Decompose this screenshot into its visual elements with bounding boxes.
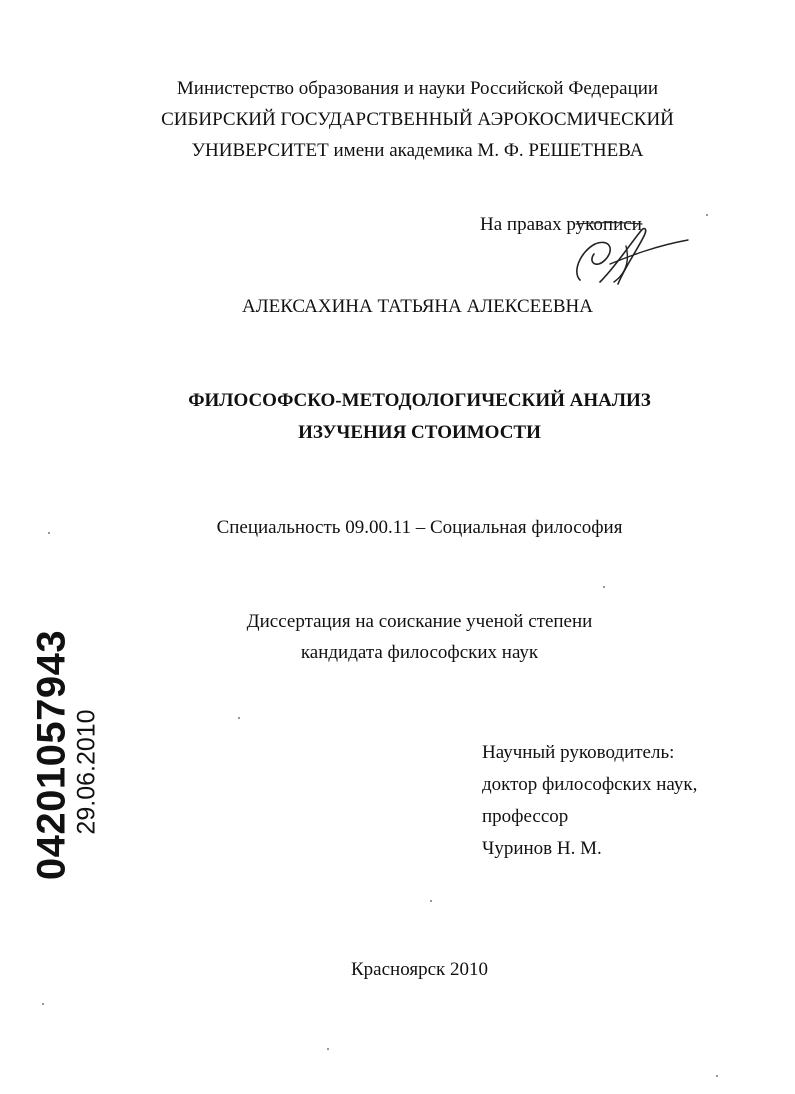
supervisor-degree: доктор философских наук, <box>482 774 698 795</box>
scan-speck <box>238 717 240 719</box>
supervisor-block <box>482 737 697 865</box>
scan-speck <box>42 1003 44 1005</box>
supervisor-rank: профессор <box>482 806 569 827</box>
degree-statement-line2: кандидата философских наук <box>300 642 539 663</box>
specialty: Специальность 09.00.11 – Социальная философия <box>216 517 623 538</box>
author-name: АЛЕКСАХИНА ТАТЬЯНА АЛЕКСЕЕВНА <box>242 296 593 317</box>
city-year: Красноярск 2010 <box>351 959 488 980</box>
university-name-line2: УНИВЕРСИТЕТ имени академика М. Ф. РЕШЕТНЕВА <box>191 140 644 161</box>
university-name-line1: СИБИРСКИЙ ГОСУДАРСТВЕННЫЙ АЭРОКОСМИЧЕСКИЙ <box>161 109 674 130</box>
stamp-date: 29.06.2010 <box>72 709 101 835</box>
dissertation-title-line1: ФИЛОСОФСКО-МЕТОДОЛОГИЧЕСКИЙ АНАЛИЗ <box>188 390 651 411</box>
ministry-name: Министерство образования и науки Российской Федерации <box>176 78 659 99</box>
scan-speck <box>430 900 432 902</box>
manuscript-note: На правах рукописи <box>480 214 642 235</box>
dissertation-title-line2: ИЗУЧЕНИЯ СТОИМОСТИ <box>298 422 541 443</box>
degree-statement-line1: Диссертация на соискание ученой степени <box>246 611 593 632</box>
supervisor-label: Научный руководитель: <box>482 742 675 763</box>
scan-speck <box>327 1048 329 1050</box>
scan-speck <box>706 214 708 216</box>
stamp-id-number: 04201057943 <box>29 629 74 881</box>
scan-speck <box>48 532 50 534</box>
supervisor-name: Чуринов Н. М. <box>482 838 602 859</box>
handwritten-signature <box>570 212 695 292</box>
scan-speck <box>603 586 605 588</box>
scan-speck <box>716 1075 718 1077</box>
